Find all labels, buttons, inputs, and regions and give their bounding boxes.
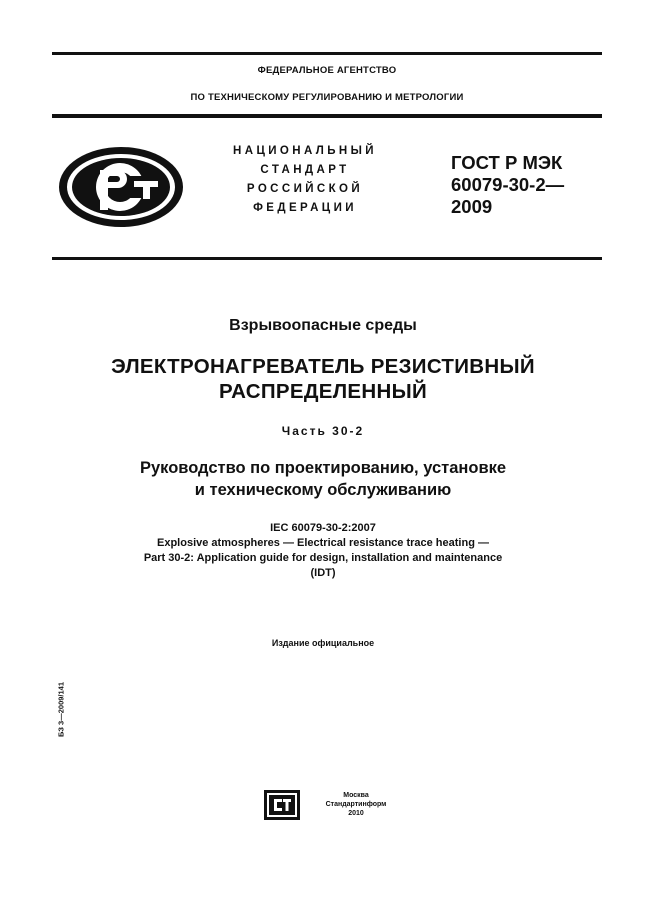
iec-line-3: (IDT) xyxy=(310,567,336,579)
publisher-year: 2010 xyxy=(348,810,364,817)
standartinform-logo-icon xyxy=(264,790,300,820)
iec-number: IEC 60079-30-2:2007 xyxy=(270,522,376,534)
national-standard-text xyxy=(205,142,405,218)
part-label: Часть 30-2 xyxy=(281,424,365,438)
guide-line-2: и техническому обслуживанию xyxy=(194,481,452,499)
iec-reference xyxy=(0,521,646,581)
agency-line-2: ПО ТЕХНИЧЕСКОМУ РЕГУЛИРОВАНИЮ И МЕТРОЛОГИИ xyxy=(190,92,464,103)
national-line: ФЕДЕРАЦИИ xyxy=(253,202,357,214)
national-line: СТАНДАРТ xyxy=(260,164,350,176)
designation-line: 60079-30-2— xyxy=(451,174,565,195)
iec-line-2: Part 30-2: Application guide for design, installation and maintenance xyxy=(143,552,503,564)
agency-line-1: ФЕДЕРАЛЬНОЕ АГЕНТСТВО xyxy=(257,65,397,76)
gost-designation xyxy=(451,152,601,218)
designation-line: 2009 xyxy=(451,196,493,217)
lower-rule xyxy=(52,257,602,260)
publisher-name: Стандартинформ xyxy=(325,801,387,808)
title-line-2: РАСПРЕДЕЛЕННЫЙ xyxy=(219,380,427,403)
document-title xyxy=(0,354,646,404)
iec-line-1: Explosive atmospheres — Electrical resistance trace heating — xyxy=(157,537,489,549)
side-note: БЗ 3—2009/141 xyxy=(56,681,66,738)
edition-label: Издание официальное xyxy=(271,638,375,648)
publisher-info xyxy=(306,791,406,818)
top-rule xyxy=(52,52,602,55)
rst-logo-icon xyxy=(56,144,186,230)
upper-thick-rule xyxy=(52,114,602,118)
title-line-1: ЭЛЕКТРОНАГРЕВАТЕЛЬ РЕЗИСТИВНЫЙ xyxy=(111,355,535,378)
designation-line: ГОСТ Р МЭК xyxy=(451,152,563,173)
national-line: НАЦИОНАЛЬНЫЙ xyxy=(233,145,377,157)
guide-line-1: Руководство по проектированию, установке xyxy=(139,459,507,477)
national-line: РОССИЙСКОЙ xyxy=(246,183,364,195)
document-subtitle: Взрывоопасные среды xyxy=(229,317,417,334)
publisher-city: Москва xyxy=(343,792,369,799)
guide-title xyxy=(0,457,646,501)
